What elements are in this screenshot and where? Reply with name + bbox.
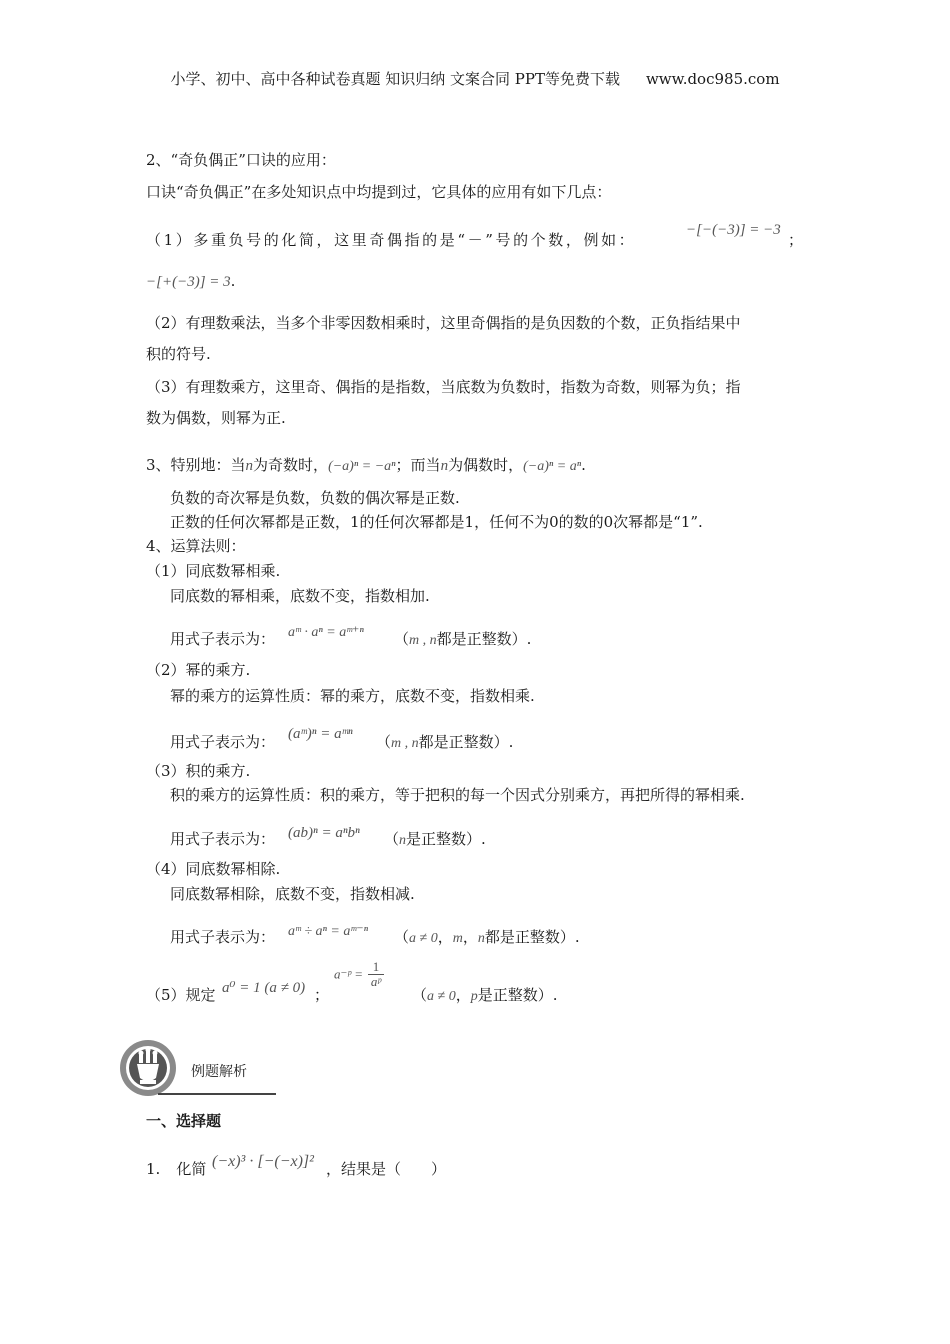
math-expr-2: −[+(−3)] = 3. — [146, 272, 236, 290]
section-2-point-2b: 积的符号. — [146, 345, 211, 363]
rule-1-desc: 同底数的幂相乘，底数不变，指数相加. — [170, 587, 430, 605]
rule-4-desc: 同底数幂相除，底数不变，指数相减. — [170, 885, 415, 903]
rule-2-title: （2）幂的乘方. — [146, 661, 251, 679]
rule-1-formula: 用式子表示为： — [170, 630, 276, 648]
math-product-power-rule: (ab)ⁿ = aⁿbⁿ — [288, 825, 360, 841]
section-3-line-1: 3、特别地：当n为奇数时，(−a)ⁿ = −aⁿ；而当n为偶数时，(−a)ⁿ = aⁿ. — [146, 456, 586, 474]
rule-5-condition: （a ≠ 0，p是正整数）. — [412, 986, 558, 1004]
king-chess-icon — [118, 1038, 180, 1100]
section-2-title: 2、“奇负偶正”口诀的应用： — [146, 151, 336, 169]
math-zero-power: a⁰ = 1 (a ≠ 0) — [222, 980, 306, 996]
rule-3-condition: （n是正整数）. — [384, 830, 486, 848]
math-quotient-rule: aᵐ ÷ aⁿ = aᵐ⁻ⁿ — [288, 924, 369, 939]
math-power-rule: (aᵐ)ⁿ = aᵐⁿ — [288, 726, 353, 742]
rule-2-condition: （m , n都是正整数）. — [376, 733, 514, 751]
math-power-even: (−a)ⁿ = aⁿ — [523, 459, 582, 474]
separator: ； — [788, 231, 804, 249]
rule-3-formula: 用式子表示为： — [170, 830, 276, 848]
badge-underline — [158, 1093, 276, 1095]
math-product-rule: aᵐ · aⁿ = aᵐ⁺ⁿ — [288, 625, 364, 640]
rule-4-condition: （a ≠ 0，m，n都是正整数）. — [394, 928, 580, 946]
section-3-line-3: 正数的任何次幂都是正数，1的任何次幂都是1，任何不为0的数的0次幂都是“1”. — [170, 513, 703, 531]
rule-1-title: （1）同底数幂相乘. — [146, 562, 281, 580]
math-expr-1: −[−(−3)] = −3 — [686, 222, 781, 238]
rule-3-title: （3）积的乘方. — [146, 762, 251, 780]
section-4-title: 4、运算法则： — [146, 537, 246, 555]
section-2-point-3b: 数为偶数，则幂为正. — [146, 409, 286, 427]
rule-1-condition: （m , n都是正整数）. — [394, 630, 532, 648]
rule-4-formula: 用式子表示为： — [170, 928, 276, 946]
example-badge-label: 例题解析 — [191, 1064, 247, 1080]
section-3-line-2: 负数的奇次幂是负数，负数的偶次幂是正数. — [170, 489, 460, 507]
math-negative-power: a⁻ᵖ = $\frac{1}{\text{aᵖ}}$ — [334, 960, 384, 989]
section-2-point-3a: （3）有理数乘方，这里奇、偶指的是指数，当底数为负数时，指数为奇数，则幂为负；指 — [146, 378, 741, 396]
question-1-tail: ，结果是（ ） — [326, 1160, 447, 1178]
exercise-section-title: 一、选择题 — [146, 1112, 222, 1130]
math-question-1: (−x)³ · [−(−x)]² — [212, 1153, 314, 1170]
separator: ； — [314, 986, 330, 1004]
rule-4-title: （4）同底数幂相除. — [146, 860, 281, 878]
page-header — [0, 68, 950, 90]
math-power-odd: (−a)ⁿ = −aⁿ — [328, 459, 396, 474]
question-1: 1. 化简 — [146, 1160, 207, 1178]
section-2-point-1: （1）多重负号的化简，这里奇偶指的是“－”号的个数，例如： — [146, 231, 637, 249]
section-2-point-2a: （2）有理数乘法，当多个非零因数相乘时，这里奇偶指的是负因数的个数，正负指结果中 — [146, 314, 741, 332]
section-2-intro: 口诀“奇负偶正”在多处知识点中均提到过，它具体的应用有如下几点： — [146, 183, 612, 201]
fraction: $\frac{1}{\text{aᵖ}}$ — [368, 960, 384, 989]
rule-2-desc: 幂的乘方的运算性质：幂的乘方，底数不变，指数相乘. — [170, 687, 535, 705]
header-site: www.doc985.com — [645, 70, 780, 88]
rule-3-desc: 积的乘方的运算性质：积的乘方，等于把积的每一个因式分别乘方，再把所得的幂相乘. — [170, 786, 745, 804]
rule-2-formula: 用式子表示为： — [170, 733, 276, 751]
header-text: 小学、初中、高中各种试卷真题 知识归纳 文案合同 PPT等免费下载 — [170, 70, 620, 88]
rule-5-lead: （5）规定 — [146, 986, 216, 1004]
